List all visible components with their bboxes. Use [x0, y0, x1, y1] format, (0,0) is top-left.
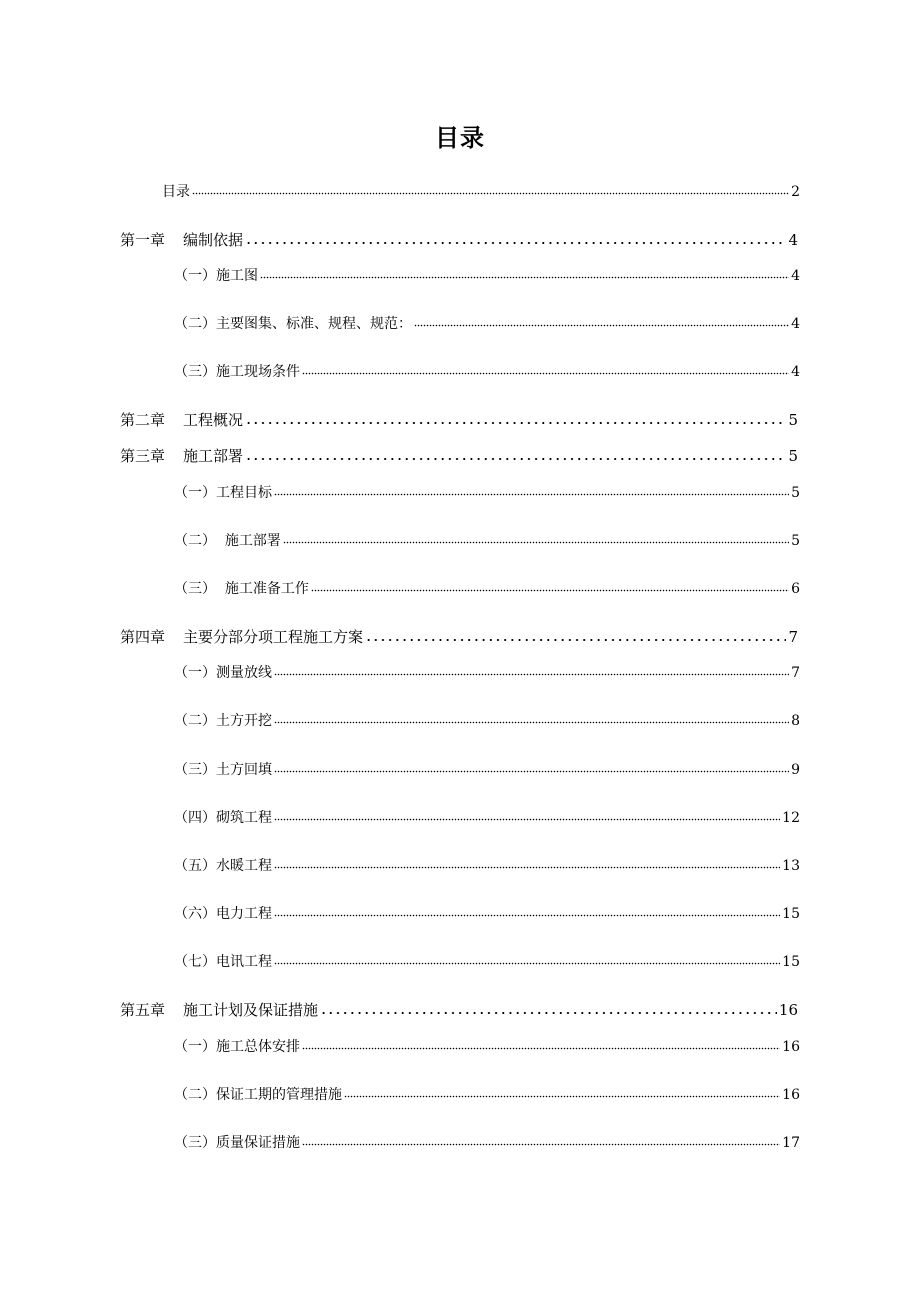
chapter-number: 第五章: [120, 1001, 166, 1019]
toc-page-number: 16: [778, 1001, 798, 1019]
chapter-title: 编制依据: [183, 231, 244, 249]
toc-entry-label: （三）质量保证措施: [174, 1135, 300, 1151]
chapter-title: 工程概况: [183, 411, 244, 429]
toc-subentry[interactable]: [174, 855, 800, 875]
dot-leader: [344, 1085, 780, 1099]
dot-leader: [302, 1037, 780, 1051]
toc-page-number: 13: [782, 858, 800, 874]
toc-entry-label: （五）水暖工程: [174, 858, 272, 874]
toc-entry-label: 目录: [162, 184, 190, 200]
dot-leader: [274, 663, 789, 677]
dot-leader: [274, 483, 789, 497]
toc-page-number: 4: [791, 364, 800, 380]
toc-page-number: 6: [791, 581, 800, 597]
dot-leader: [302, 1133, 780, 1147]
toc-page-number: 16: [782, 1087, 800, 1103]
toc-subentry[interactable]: [174, 1132, 800, 1152]
toc-subentry[interactable]: [174, 265, 800, 285]
dot-leader: [245, 446, 786, 461]
toc-page-number: 15: [782, 954, 800, 970]
toc-chapter-1[interactable]: [120, 229, 798, 250]
toc-chapter-4[interactable]: [120, 626, 798, 647]
toc-entry-label: （二）保证工期的管理措施: [174, 1087, 342, 1103]
toc-entry-label: （一）测量放线: [174, 665, 272, 681]
toc-entry-label: （四）砌筑工程: [174, 810, 272, 826]
page-title: 目录: [435, 124, 485, 152]
toc-page-number: 5: [788, 411, 798, 429]
toc-subentry[interactable]: [174, 662, 800, 682]
dot-leader: [365, 627, 786, 642]
toc-entry-label: （三） 施工准备工作: [174, 581, 309, 597]
toc-page-number: 9: [791, 762, 800, 778]
toc-entry-label: （二）土方开挖: [174, 713, 272, 729]
dot-leader: [274, 856, 780, 870]
toc-page-number: 15: [782, 906, 800, 922]
dot-leader: [414, 314, 789, 328]
toc-entry-label: （六）电力工程: [174, 906, 272, 922]
toc-subentry[interactable]: [174, 361, 800, 381]
dot-leader: [260, 266, 789, 280]
toc-entry-label: （一）工程目标: [174, 485, 272, 501]
dot-leader: [311, 579, 789, 593]
toc-page-number: 7: [791, 665, 800, 681]
toc-page-number: 12: [782, 810, 800, 826]
chapter-number: 第二章: [120, 411, 166, 429]
toc-entry-label: （二） 施工部署: [174, 533, 281, 549]
toc-page-number: 5: [791, 533, 800, 549]
dot-leader: [283, 531, 789, 545]
toc-subentry[interactable]: [174, 951, 800, 971]
dot-leader: [274, 760, 789, 774]
toc-page-number: 8: [791, 713, 800, 729]
dot-leader: [245, 410, 786, 425]
toc-page-number: 7: [788, 628, 798, 646]
chapter-title: 主要分部分项工程施工方案: [183, 628, 364, 646]
toc-subentry[interactable]: [174, 578, 800, 598]
toc-page-number: 4: [788, 231, 798, 249]
toc-subentry[interactable]: [174, 530, 800, 550]
dot-leader: [245, 230, 786, 245]
toc-subentry[interactable]: [174, 313, 800, 333]
dot-leader: [302, 362, 789, 376]
dot-leader: [274, 952, 780, 966]
toc-page-number: 2: [791, 184, 800, 200]
toc-subentry[interactable]: [174, 1084, 800, 1104]
toc-subentry[interactable]: [174, 903, 800, 923]
dot-leader: [274, 808, 780, 822]
toc-chapter-5[interactable]: [120, 999, 798, 1020]
toc-page-number: 16: [782, 1039, 800, 1055]
toc-subentry[interactable]: [174, 710, 800, 730]
toc-page-number: 4: [791, 268, 800, 284]
toc-subentry[interactable]: [174, 482, 800, 502]
dot-leader: [320, 1000, 777, 1015]
chapter-title: 施工计划及保证措施: [183, 1001, 319, 1019]
toc-chapter-3[interactable]: [120, 445, 798, 466]
chapter-number: 第三章: [120, 447, 166, 465]
chapter-number: 第四章: [120, 628, 166, 646]
dot-leader: [192, 182, 789, 196]
toc-entry-label: （七）电讯工程: [174, 954, 272, 970]
toc-subentry[interactable]: [174, 807, 800, 827]
toc-subentry[interactable]: [174, 1036, 800, 1056]
toc-entry-label: （二）主要图集、标准、规程、规范：: [174, 316, 412, 332]
toc-page-number: 5: [788, 447, 798, 465]
chapter-number: 第一章: [120, 231, 166, 249]
toc-chapter-2[interactable]: [120, 409, 798, 430]
toc-subentry[interactable]: [174, 759, 800, 779]
chapter-title: 施工部署: [183, 447, 244, 465]
dot-leader: [274, 711, 789, 725]
toc-entry-contents[interactable]: [162, 181, 800, 201]
dot-leader: [274, 904, 780, 918]
toc-entry-label: （一）施工图: [174, 268, 258, 284]
toc-entry-label: （三）土方回填: [174, 762, 272, 778]
toc-entry-label: （一）施工总体安排: [174, 1039, 300, 1055]
toc-entry-label: （三）施工现场条件: [174, 364, 300, 380]
toc-page-number: 17: [782, 1135, 800, 1151]
toc-page-number: 5: [791, 485, 800, 501]
toc-page-number: 4: [791, 316, 800, 332]
